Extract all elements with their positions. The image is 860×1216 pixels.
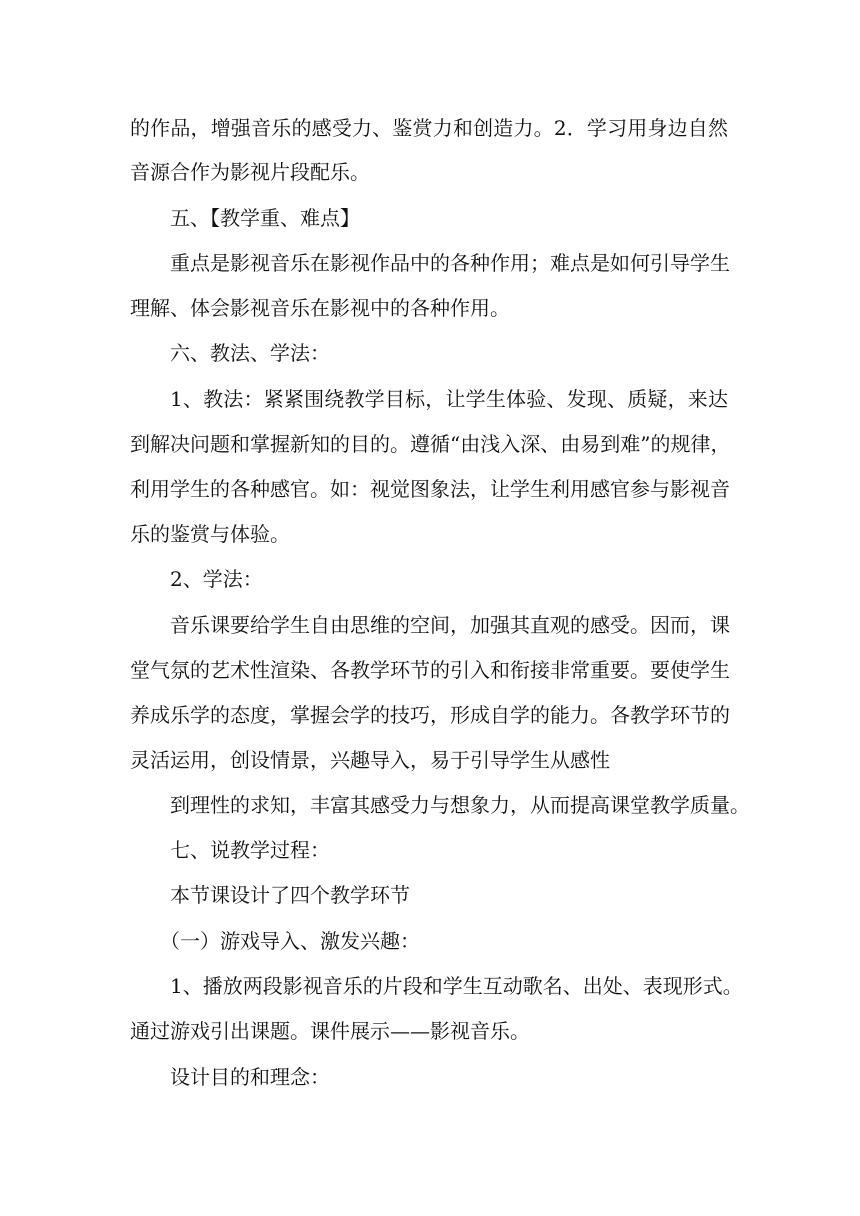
text-line: 灵活运用，创设情景，兴趣导入，易于引导学生从感性 [130,748,610,772]
section-heading: 六、教法、学法： [170,341,330,365]
text-line: 本节课设计了四个教学环节 [170,883,410,907]
text-line: 音乐课要给学生自由思维的空间，加强其直观的感受。因而，课 [170,613,730,637]
text-line: 到解决问题和掌握新知的目的。遵循“由浅入深、由易到难”的规律， [130,432,731,456]
text-line: 到理性的求知，丰富其感受力与想象力，从而提高课堂教学质量。 [170,793,750,817]
section-heading: 五、【教学重、难点】 [170,206,360,230]
text-line: 养成乐学的态度，掌握会学的技巧，形成自学的能力。各教学环节的 [130,703,730,727]
text-line: 重点是影视音乐在影视作品中的各种作用；难点是如何引导学生 [170,251,730,275]
text-line: 通过游戏引出课题。课件展示——影视音乐。 [130,1019,530,1043]
text-line: 利用学生的各种感官。如：视觉图象法，让学生利用感官参与影视音 [130,477,730,501]
text-line: 的作品，增强音乐的感受力、鉴赏力和创造力。2．学习用身边自然 [130,116,728,140]
text-line: 1、教法：紧紧围绕教学目标，让学生体验、发现、质疑，来达 [170,387,728,411]
text-line: 堂气氛的艺术性渲染、各教学环节的引入和衔接非常重要。要使学生 [130,658,730,682]
section-heading: 七、说教学过程： [170,838,330,862]
section-heading: 2、学法： [170,567,263,591]
text-line: 理解、体会影视音乐在影视中的各种作用。 [130,296,510,320]
text-line: 设计目的和理念： [170,1065,330,1089]
text-line: 1、播放两段影视音乐的片段和学生互动歌名、出处、表现形式。 [170,974,743,998]
subsection-heading: （一）游戏导入、激发兴趣： [160,929,420,953]
text-line: 音源合作为影视片段配乐。 [130,160,370,184]
text-line: 乐的鉴赏与体验。 [130,522,290,546]
